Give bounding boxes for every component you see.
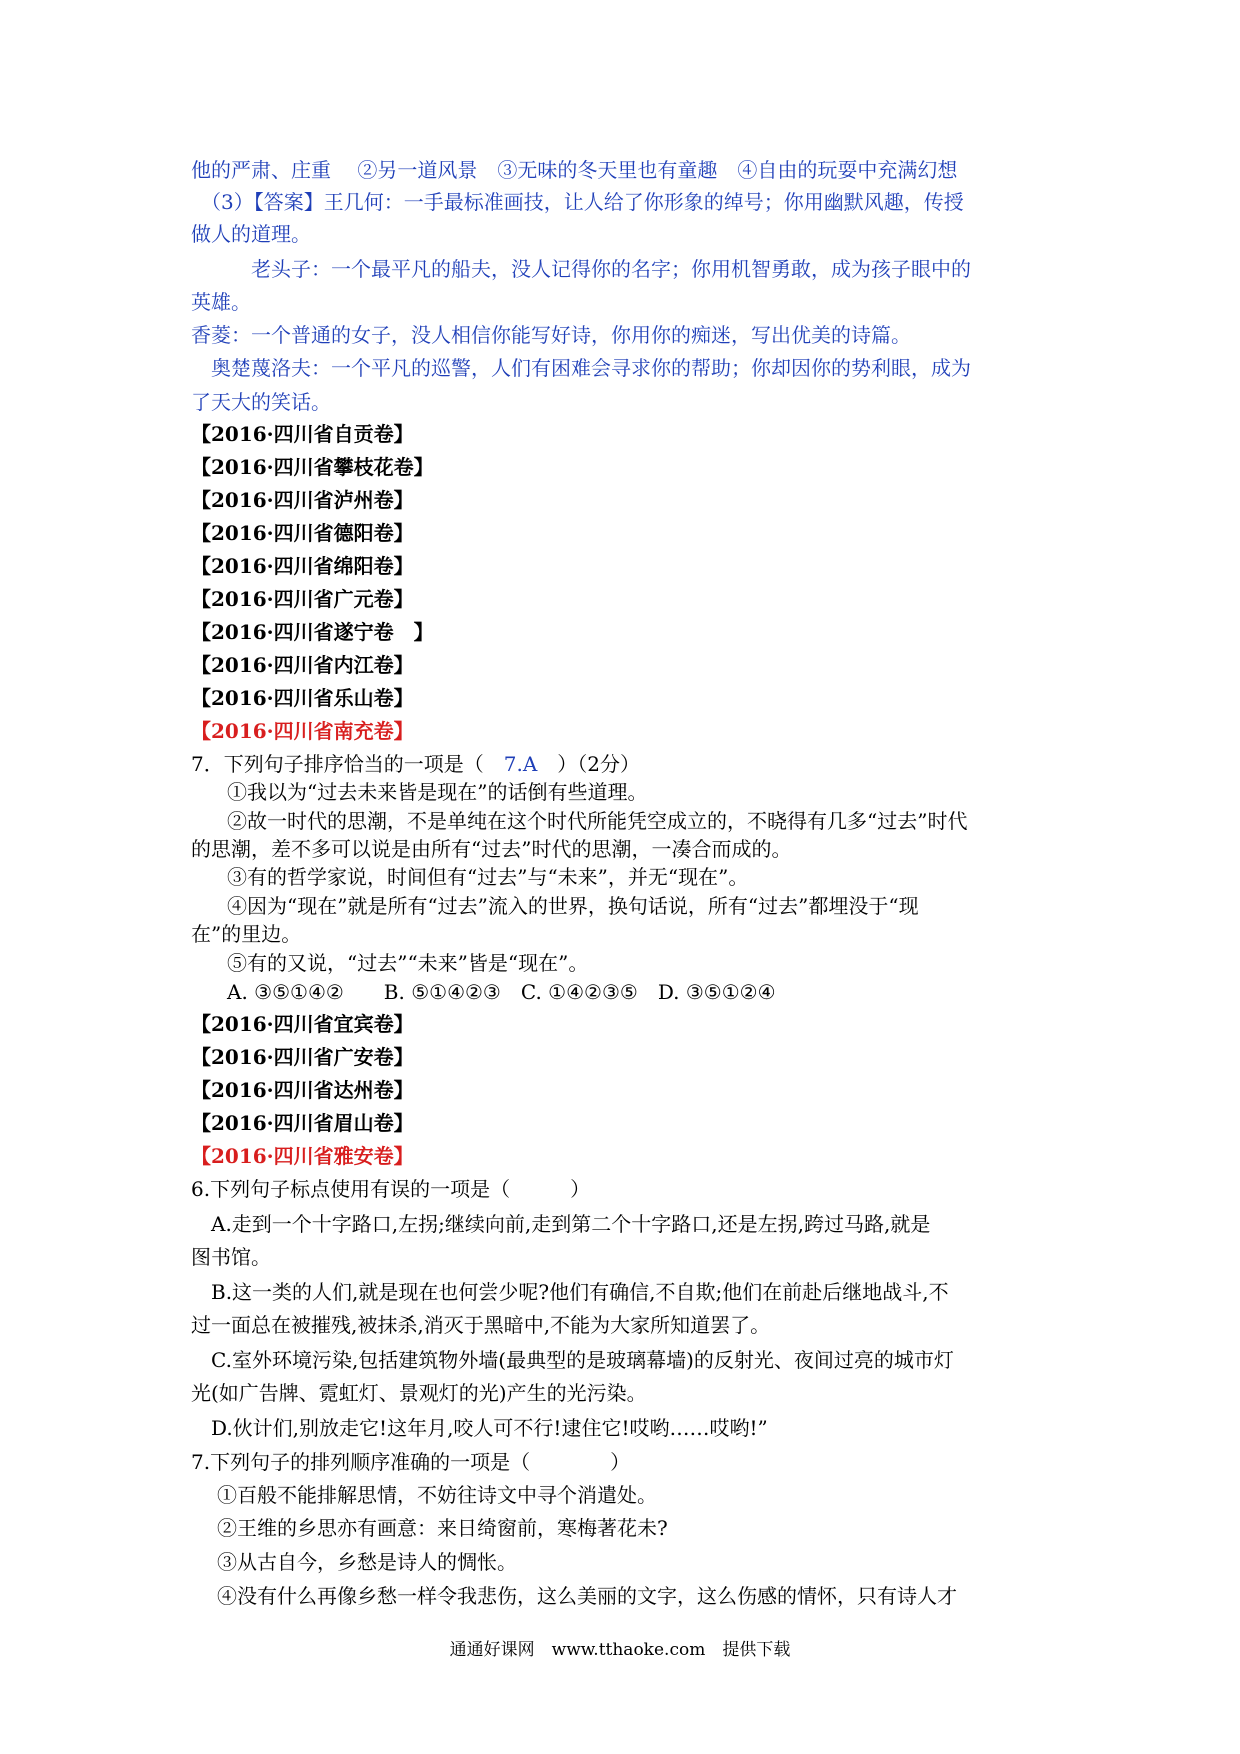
laotouzi-line-b: 英雄。 — [191, 290, 251, 314]
question-7-options: A. ③⑤①④② B. ⑤①④②③ C. ①④②③⑤ D. ③⑤①②④ — [227, 980, 776, 1004]
question-7-stem-text: 7．下列句子排序恰当的一项是（ — [191, 752, 504, 776]
sentence-2: ②王维的乡思亦有画意：来日绮窗前，寒梅著花未? — [217, 1516, 668, 1540]
section-heading: 【2016·四川省眉山卷】 — [191, 1111, 414, 1135]
option-a-line-1: A.走到一个十字路口,左拐;继续向前,走到第二个十字路口,还是左拐,跨过马路,就是 — [191, 1212, 931, 1236]
section-heading: 【2016·四川省达州卷】 — [191, 1078, 414, 1102]
section-heading: 【2016·四川省绵阳卷】 — [191, 554, 414, 578]
answer-line-1: 他的严肃、庄重 ②另一道风景 ③无味的冬天里也有童趣 ④自由的玩耍中充满幻想 — [191, 158, 958, 182]
sentence-5: ⑤有的又说，“过去”“未来”皆是“现在”。 — [227, 951, 589, 975]
laotouzi-line-a: 老头子：一个最平凡的船夫，没人记得你的名字；你用机智勇敢，成为孩子眼中的 — [191, 257, 971, 281]
section-heading: 【2016·四川省宜宾卷】 — [191, 1012, 414, 1036]
sentence-1: ①百般不能排解思情，不妨往诗文中寻个消遣处。 — [217, 1483, 657, 1507]
answer-3-line-b: 做人的道理。 — [191, 222, 311, 246]
ao-line-b: 了天大的笑话。 — [191, 390, 331, 414]
section-heading-yaan: 【2016·四川省雅安卷】 — [191, 1144, 414, 1168]
section-heading: 【2016·四川省广元卷】 — [191, 587, 414, 611]
option-b-line-2: 过一面总在被摧残,被抹杀,消灭于黑暗中,不能为大家所知道罢了。 — [191, 1313, 771, 1337]
question-7b-stem: 7.下列句子的排列顺序准确的一项是（ ） — [191, 1450, 631, 1474]
sentence-3: ③从古自今，乡愁是诗人的惆怅。 — [217, 1550, 517, 1574]
section-heading: 【2016·四川省遂宁卷 】 — [191, 620, 434, 644]
sentence-4-a: ④因为“现在”就是所有“过去”流入的世界，换句话说，所有“过去”都埋没于“现 — [227, 894, 919, 918]
sentence-2-a: ②故一时代的思潮，不是单纯在这个时代所能凭空成立的，不晓得有几多“过去”时代 — [227, 809, 968, 833]
question-6-stem: 6.下列句子标点使用有误的一项是（ ） — [191, 1177, 591, 1201]
sentence-4-b: 在”的里边。 — [191, 922, 302, 946]
section-heading: 【2016·四川省内江卷】 — [191, 653, 414, 677]
section-heading: 【2016·四川省乐山卷】 — [191, 686, 414, 710]
option-b-line-1: B.这一类的人们,就是现在也何尝少呢?他们有确信,不自欺;他们在前赴后继地战斗,不 — [191, 1280, 949, 1304]
page-footer: 通通好课网 www.tthaoke.com 提供下载 — [449, 1640, 791, 1660]
sentence-3: ③有的哲学家说，时间但有“过去”与“未来”，并无“现在”。 — [227, 865, 749, 889]
option-c-line-1: C.室外环境污染,包括建筑物外墙(最典型的是玻璃幕墙)的反射光、夜间过亮的城市灯 — [191, 1348, 954, 1372]
section-heading-nanchong: 【2016·四川省南充卷】 — [191, 719, 414, 743]
answer-3-line-a: （3）【答案】王几何：一手最标准画技，让人给了你形象的绰号；你用幽默风趣，传授 — [191, 190, 964, 214]
question-7-answer: 7.A — [503, 752, 538, 776]
section-heading: 【2016·四川省攀枝花卷】 — [191, 455, 434, 479]
section-heading: 【2016·四川省自贡卷】 — [191, 422, 414, 446]
option-a-line-2: 图书馆。 — [191, 1245, 271, 1269]
xiangling-line: 香菱：一个普通的女子，没人相信你能写好诗，你用你的痴迷，写出优美的诗篇。 — [191, 323, 911, 347]
section-heading: 【2016·四川省德阳卷】 — [191, 521, 414, 545]
question-7-stem-score: ）（2分） — [537, 752, 640, 776]
sentence-2-b: 的思潮，差不多可以说是由所有“过去”时代的思潮，一凑合而成的。 — [191, 837, 792, 861]
section-heading: 【2016·四川省广安卷】 — [191, 1045, 414, 1069]
sentence-4: ④没有什么再像乡愁一样令我悲伤，这么美丽的文字，这么伤感的情怀，只有诗人才 — [217, 1584, 957, 1608]
option-d-line-1: D.伙计们,别放走它!这年月,咬人可不行!逮住它!哎哟……哎哟!” — [191, 1416, 768, 1440]
ao-line-a: 奥楚蔑洛夫：一个平凡的巡警，人们有困难会寻求你的帮助；你却因你的势利眼，成为 — [191, 356, 971, 380]
sentence-1: ①我以为“过去未来皆是现在”的话倒有些道理。 — [227, 780, 648, 804]
section-heading: 【2016·四川省泸州卷】 — [191, 488, 414, 512]
option-c-line-2: 光(如广告牌、霓虹灯、景观灯的光)产生的光污染。 — [191, 1381, 647, 1405]
